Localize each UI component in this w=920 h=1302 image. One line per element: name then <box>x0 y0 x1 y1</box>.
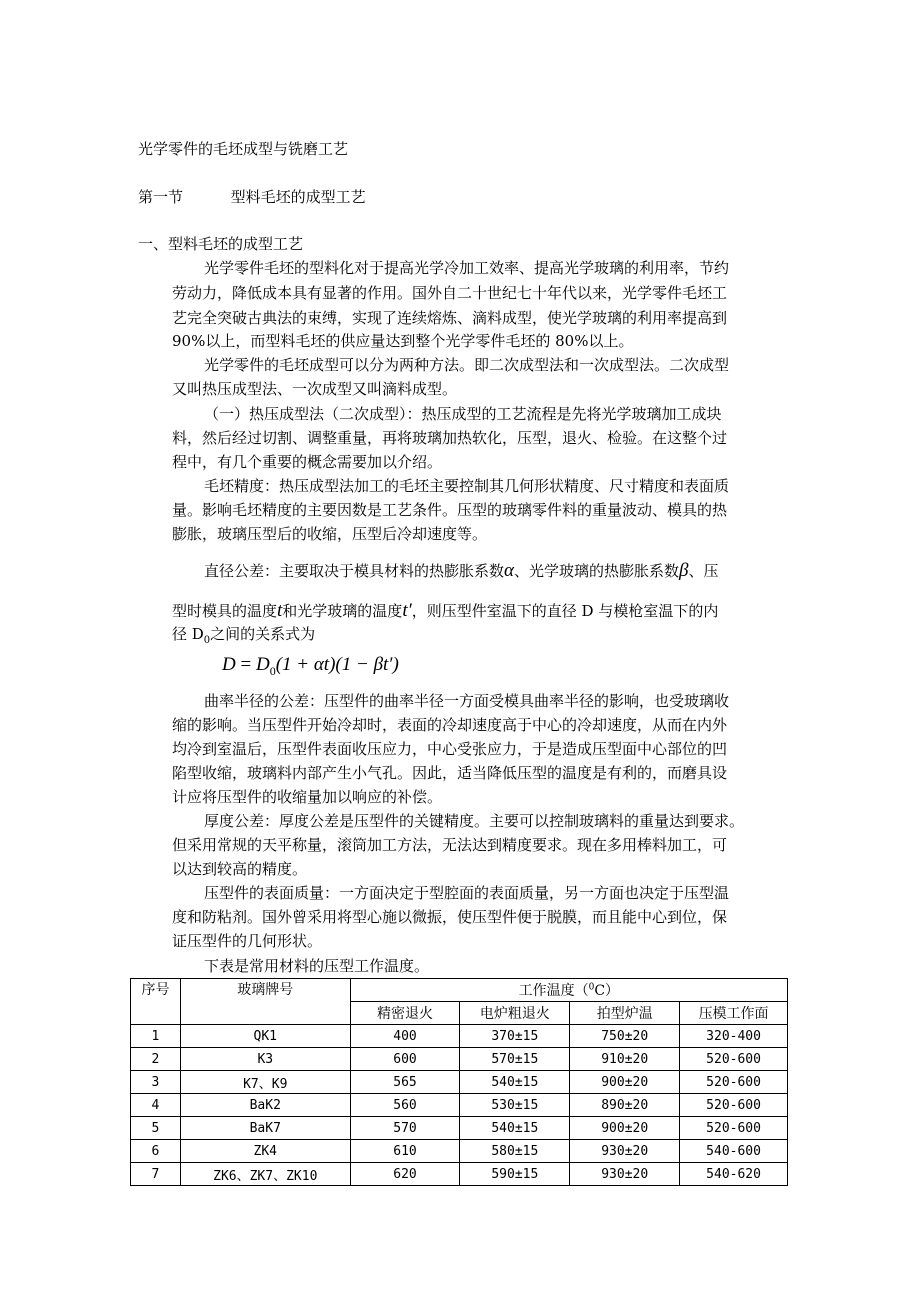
table-cell: 540±15 <box>460 1117 570 1140</box>
para5-text: ，则压型件室温下的直径 D 与模枪室温下的内 <box>411 602 719 620</box>
para8-line: 压型件的表面质量：一方面决定于型腔面的表面质量，另一方面也决定于压型温 <box>204 884 730 902</box>
table-cell: 320-400 <box>680 1025 788 1048</box>
section-title: 型料毛坯的成型工艺 <box>230 188 366 206</box>
formula-lhs: D <box>222 654 236 675</box>
para7-line: 厚度公差：厚度公差是压型件的关键精度。主要可以控制玻璃料的重量达到要求。 <box>204 812 745 830</box>
para1-line: 劳动力，降低成本具有显著的作用。国外自二十世纪七十年代以来，光学零件毛坯工 <box>172 284 728 302</box>
table-cell: BaK2 <box>180 1094 350 1117</box>
header-index: 序号 <box>131 979 181 1025</box>
para5-text: 直径公差：主要取决于模具材料的热膨胀系数 <box>204 562 505 580</box>
table-cell: 5 <box>131 1117 181 1140</box>
section-number: 第一节 <box>138 188 184 206</box>
para4-line: 量。影响毛坯精度的主要因数是工艺条件。压型的玻璃零件料的重量波动、模具的热 <box>172 501 728 519</box>
table-cell: 520-600 <box>680 1094 788 1117</box>
table-cell: 520-600 <box>680 1071 788 1094</box>
para5-text: 和光学玻璃的温度 <box>282 602 403 620</box>
table-cell: 540-620 <box>680 1163 788 1186</box>
table-cell: 900±20 <box>570 1117 680 1140</box>
para1-line: 光学零件毛坯的型料化对于提高光学冷加工效率、提高光学玻璃的利用率，节约 <box>204 259 730 277</box>
document-title: 光学零件的毛坯成型与铣磨工艺 <box>138 140 349 158</box>
para6-line: 缩的影响。当压型件开始冷却时，表面的冷却速度高于中心的冷却速度，从而在内外 <box>172 716 728 734</box>
para3-line: （一）热压成型法（二次成型）：热压成型的工艺流程是先将光学玻璃加工成块 <box>204 405 722 423</box>
para7-line: 以达到较高的精度。 <box>172 860 308 878</box>
table-cell: 750±20 <box>570 1025 680 1048</box>
table-row <box>131 1048 788 1071</box>
table-cell: 890±20 <box>570 1094 680 1117</box>
diameter-formula <box>222 652 399 684</box>
para5-text: 型时模具的温度 <box>172 602 278 620</box>
table-caption: 下表是常用材料的压型工作温度。 <box>204 957 430 975</box>
para4-line: 毛坯精度：热压成型法加工的毛坯主要控制其几何形状精度、尺寸精度和表面质 <box>204 477 730 495</box>
table-cell: 565 <box>350 1071 460 1094</box>
subheader-cell: 压模工作面 <box>680 1002 788 1025</box>
subheader-cell: 拍型炉温 <box>570 1002 680 1025</box>
table-row <box>131 1140 788 1163</box>
t-prime-symbol: t′ <box>402 600 412 621</box>
table-row <box>131 1163 788 1186</box>
para3-line: 程中，有几个重要的概念需要加以介绍。 <box>172 453 443 471</box>
table-cell: 600 <box>350 1048 460 1071</box>
table-row <box>131 1025 788 1048</box>
para2-line: 又叫热压成型法、一次成型又叫滴料成型。 <box>172 380 458 398</box>
formula-rest: (1 + αt)(1 − βt′) <box>275 654 399 675</box>
para7-line: 但采用常规的天平称量，滚筒加工方法，无法达到精度要求。现在多用棒料加工，可 <box>172 836 728 854</box>
para5-text: 之间的关系式为 <box>210 625 316 643</box>
para6-line: 陷型收缩，玻璃料内部产生小气孔。因此，适当降低压型的温度是有利的，而磨具设 <box>172 764 728 782</box>
table-cell: 580±15 <box>460 1140 570 1163</box>
section-heading <box>138 186 366 207</box>
table-cell: 930±20 <box>570 1163 680 1186</box>
para8-line: 度和防粘剂。国外曾采用将型心施以微振，使压型件便于脱膜，而且能中心到位，保 <box>172 908 728 926</box>
temperature-table <box>130 978 788 1186</box>
para5-line <box>172 623 315 652</box>
table-cell: ZK6、ZK7、ZK10 <box>180 1163 350 1186</box>
formula-d: D <box>255 654 270 675</box>
header-temp-unit: C） <box>594 983 620 999</box>
table-header-row <box>131 979 788 1002</box>
subscript: 0 <box>203 635 211 646</box>
table-cell: 540-600 <box>680 1140 788 1163</box>
para3-line: 料，然后经过切割、调整重量，再将玻璃加热软化，压型，退火、检验。在这整个过 <box>172 429 728 447</box>
para6-line: 均冷到室温后，压型件表面收压应力，中心受张应力，于是造成压型面中心部位的凹 <box>172 740 728 758</box>
table-cell: K7、K9 <box>180 1071 350 1094</box>
table-cell: BaK7 <box>180 1117 350 1140</box>
para1-line: 艺完全突破古典法的束缚，实现了连续熔炼、滴料成型，使光学玻璃的利用率提高到 <box>172 309 728 327</box>
beta-symbol: β <box>679 560 689 581</box>
table-cell: 590±15 <box>460 1163 570 1186</box>
table-cell: 520-600 <box>680 1048 788 1071</box>
table-cell: 570±15 <box>460 1048 570 1071</box>
header-working-temperature <box>350 979 787 1002</box>
header-temp-sup: 0 <box>588 982 595 993</box>
table-cell: 2 <box>131 1048 181 1071</box>
subsection-heading: 一、型料毛坯的成型工艺 <box>138 235 304 253</box>
para2-line: 光学零件的毛坯成型可以分为两种方法。即二次成型法和一次成型法。二次成型 <box>204 356 730 374</box>
formula-subscript: 0 <box>269 663 276 678</box>
para5-text: 径 D <box>172 625 204 643</box>
table-cell: 7 <box>131 1163 181 1186</box>
table-cell: ZK4 <box>180 1140 350 1163</box>
alpha-symbol: α <box>504 560 514 581</box>
table-cell: 520-600 <box>680 1117 788 1140</box>
table-cell: 910±20 <box>570 1048 680 1071</box>
table-cell: 620 <box>350 1163 460 1186</box>
table-cell: 6 <box>131 1140 181 1163</box>
para5-line <box>172 600 718 622</box>
table-row <box>131 1071 788 1094</box>
table-row <box>131 1117 788 1140</box>
para6-line: 计应将压型件的收缩量加以响应的补偿。 <box>172 788 443 806</box>
formula-equals: = <box>235 654 256 675</box>
para5-text: 、压 <box>688 562 719 580</box>
para1-line: 90%以上，而型料毛坯的供应量达到整个光学零件毛坯的 80%以上。 <box>172 332 634 350</box>
para5-text: 、光学玻璃的热膨胀系数 <box>514 562 680 580</box>
table-cell: 530±15 <box>460 1094 570 1117</box>
table-cell: 560 <box>350 1094 460 1117</box>
table-cell: K3 <box>180 1048 350 1071</box>
para5-line <box>204 560 719 582</box>
t-symbol: t <box>277 600 283 621</box>
para4-line: 膨胀，玻璃压型后的收缩，压型后冷却速度等。 <box>172 525 488 543</box>
table-cell: 400 <box>350 1025 460 1048</box>
subheader-cell: 电炉粗退火 <box>460 1002 570 1025</box>
table-cell: 570 <box>350 1117 460 1140</box>
header-glass-grade: 玻璃牌号 <box>180 979 350 1025</box>
table-cell: 930±20 <box>570 1140 680 1163</box>
table-cell: 900±20 <box>570 1071 680 1094</box>
header-temp-label: 工作温度（ <box>518 983 589 999</box>
para6-line: 曲率半径的公差：压型件的曲率半径一方面受模具曲率半径的影响，也受玻璃收 <box>204 692 730 710</box>
table-cell: 370±15 <box>460 1025 570 1048</box>
table-cell: 3 <box>131 1071 181 1094</box>
para8-line: 证压型件的几何形状。 <box>172 932 323 950</box>
table-row <box>131 1094 788 1117</box>
table-cell: 1 <box>131 1025 181 1048</box>
table-cell: QK1 <box>180 1025 350 1048</box>
table-cell: 610 <box>350 1140 460 1163</box>
table-cell: 4 <box>131 1094 181 1117</box>
table-cell: 540±15 <box>460 1071 570 1094</box>
subheader-cell: 精密退火 <box>350 1002 460 1025</box>
